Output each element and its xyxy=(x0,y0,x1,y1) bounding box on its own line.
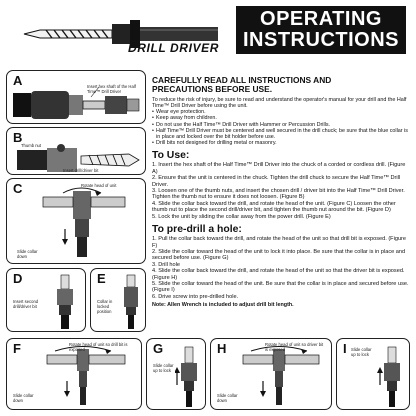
allen-wrench-note: Note: Allen Wrench is included to adjust drill bit length. xyxy=(152,302,294,309)
intro-heading-line-2: PRECAUTIONS BEFORE USE. xyxy=(152,84,273,95)
figure-f-collar-caption: Slide collar down xyxy=(13,393,34,403)
figure-a xyxy=(6,70,146,124)
to-use-step: 2. Ensure that the unit is centered in the chuck. Tighten the drill chuck to secure the Half Time™ Drill Driver. xyxy=(152,175,401,188)
operating-instructions-banner xyxy=(236,6,406,54)
figure-h-letter: H xyxy=(217,341,227,356)
figure-e-illustration xyxy=(119,273,143,331)
figure-f xyxy=(6,338,142,410)
figure-h xyxy=(210,338,332,410)
pre-drill-steps xyxy=(152,236,410,300)
intro-paragraph: To reduce the risk of injury, be sure to read and understand the operator's manual for your drill and the Half Time™ Drill Driver before using the unit. xyxy=(152,96,407,110)
brand-label: DRILL DRIVER xyxy=(128,41,219,55)
instructions-text xyxy=(152,76,410,308)
precaution-item: • Drill bits not designed for drilling metal or masonry. xyxy=(156,140,410,146)
figure-e-letter: E xyxy=(97,271,106,286)
figure-g xyxy=(146,338,206,410)
figure-c-illustration xyxy=(29,185,141,263)
figure-g-caption: Slide collar up to lock xyxy=(153,363,174,373)
figure-f-rotate-caption: Rotate head of unit so drill bit is exposed xyxy=(69,342,128,352)
figure-e xyxy=(90,268,146,332)
precaution-item: • Wear eye protection. xyxy=(156,109,410,115)
figure-f-illustration xyxy=(27,345,139,409)
to-use-step: 3. Loosen one of the thumb nuts, and insert the chosen drill / driver bit into the Half Time™ Drill Driver. Tighten the thumb nut to ensure it does not loosen. (Figure B) xyxy=(152,188,405,201)
to-use-step: 4. Slide the collar back toward the drill, and rotate the head of the unit. (Figure C) Loosen the other thumb nut to place the second drill/driver bit, and tighten the thumb nut around the bit. (Figure D) xyxy=(152,200,396,214)
pre-drill-step: 4. Slide the collar back toward the drill, and rotate the head of the unit so that the driver bit is exposed. (Figure H) xyxy=(152,268,405,281)
intro-heading-line-1: CAREFULLY READ ALL INSTRUCTIONS AND xyxy=(152,75,332,85)
figure-i xyxy=(336,338,410,410)
figure-g-letter: G xyxy=(153,341,164,356)
figure-h-collar-caption: Slide collar down xyxy=(217,393,238,403)
pre-drill-step: 3. Drill hole xyxy=(152,261,180,268)
figure-i-letter: I xyxy=(343,341,347,356)
to-use-steps xyxy=(152,162,410,220)
figure-a-letter: A xyxy=(13,73,23,88)
precaution-item: • Keep away from children. xyxy=(156,115,410,121)
figure-b xyxy=(6,127,146,175)
pre-drill-heading: To pre-drill a hole: xyxy=(152,224,242,236)
title-line-1: OPERATING xyxy=(260,8,382,30)
figure-i-caption: Slide collar up to lock xyxy=(351,347,372,357)
figure-c-letter: C xyxy=(13,181,23,196)
intro-heading xyxy=(152,76,410,95)
figure-c-rotate-caption: Rotate head of unit xyxy=(81,183,117,188)
figure-d xyxy=(6,268,86,332)
figure-h-rotate-caption: Rotate head of unit so driver bit is exposed xyxy=(265,342,324,352)
figure-c-collar-caption: Slide collar down xyxy=(17,249,38,259)
pre-drill-step: 1. Pull the collar back toward the drill, and rotate the head of the unit so that drill bit is exposed. (Figure F) xyxy=(152,236,407,249)
figure-i-illustration xyxy=(377,345,407,409)
figure-d-illustration xyxy=(47,273,83,331)
pre-drill-step: 2. Slide the collar toward the head of the unit to lock it into place. Be sure that the collar is in place and secured before use. (Figure G) xyxy=(152,248,406,262)
figure-d-caption: Insert second drill/driver bit xyxy=(13,299,39,309)
figure-b-bit-caption: Insert drill/driver bit xyxy=(63,168,99,173)
figure-b-letter: B xyxy=(13,130,23,145)
precaution-item: • Do not use the Half Time™ Drill Driver with Hammer or Percussion Drills. xyxy=(156,122,410,128)
figure-g-illustration xyxy=(175,345,203,409)
figure-d-letter: D xyxy=(13,271,23,286)
to-use-heading: To Use: xyxy=(152,150,190,162)
to-use-step: 5. Lock the unit by sliding the collar away from the power drill. (Figure E) xyxy=(152,213,331,220)
figure-e-caption: Collar in locked position xyxy=(97,299,113,314)
figure-a-caption: Insert hex shaft of the Half Time™ Drill Driver xyxy=(87,84,136,94)
precaution-item: • Half Time™ Drill Driver must be centered and well secured in the drill chuck; be sure that the blue collar is in place and locked over the bit holder before use. xyxy=(156,128,410,140)
figure-f-letter: F xyxy=(13,341,21,356)
precautions-list xyxy=(152,109,410,146)
figure-b-thumb-nut-caption: Thumb nut xyxy=(21,143,42,148)
to-use-step: 1. Insert the hex shaft of the Half Time™ Drill Driver into the chuck of a corded or cordless drill. (Figure A) xyxy=(152,162,406,175)
figure-c xyxy=(6,178,146,264)
pre-drill-step: 6. Drive screw into pre-drilled hole. xyxy=(152,293,239,300)
pre-drill-step: 5. Slide the collar toward the head of the unit. Be sure that the collar is in place and secured before use. (Figure I) xyxy=(152,280,409,294)
title-line-2: INSTRUCTIONS xyxy=(243,29,399,51)
